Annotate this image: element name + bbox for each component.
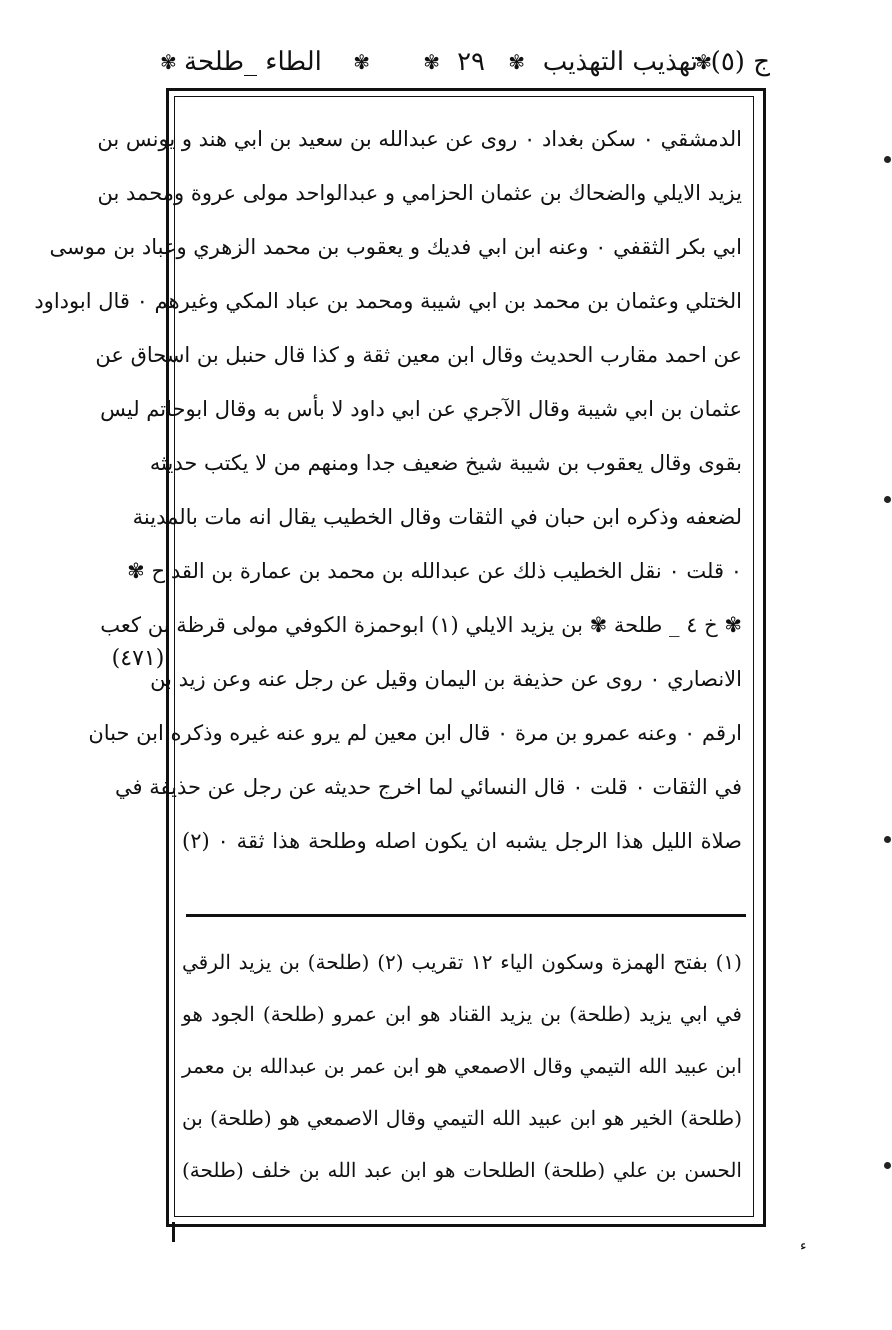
binding-hole-mark [884,156,891,163]
text-line: صلاة الليل هذا الرجل يشبه ان يكون اصله وطلحة هذا ثقة ٠ (٢) [182,829,743,853]
running-header [160,40,770,84]
book-title: تهذيب التهذيب [542,47,698,77]
text-line: ابي بكر الثقفي ٠ وعنه ابن ابي فديك و يعقوب بن محمد الزهري وعباد بن موسى [49,235,742,259]
text-line: بقوى وقال يعقوب بن شيبة شيخ ضعيف جدا ومنهم من لا يكتب حديثه [149,451,742,475]
volume-label: ج (٥) [710,47,770,77]
text-line: عثمان بن ابي شيبة وقال الآجري عن ابي داود لا بأس به وقال ابوحاتم ليس [100,397,742,421]
footnote-line: ابن عبيد الله التيمي وقال الاصمعي هو ابن عمر بن عبدالله بن معمر [182,1054,742,1078]
footnotes [182,936,742,1196]
footnote-line: الحسن بن علي (طلحة) الطلحات هو ابن عبد الله بن خلف (طلحة) [182,1158,742,1182]
text-line: عن احمد مقارب الحديث وقال ابن معين ثقة و كذا قال حنبل بن اسحاق عن [95,343,742,367]
section-title: الطاء _طلحة [184,47,322,77]
frame-stub [172,1222,175,1242]
text-line: لضعفه وذكره ابن حبان في الثقات وقال الخطيب يقال انه مات بالمدينة [132,505,742,529]
ornament-icon: ✾ [423,50,440,74]
binding-hole-mark [884,1162,891,1169]
binding-hole-mark [884,496,891,503]
binding-hole-mark [884,836,891,843]
page-number: ٢٩ [457,47,485,77]
text-line: الدمشقي ٠ سكن بغداد ٠ روى عن عبدالله بن سعيد بن ابي هند و يونس بن [97,127,742,151]
ornament-icon: ✾ [508,50,525,74]
entry-heading-line: ✾ خ ٤ _ طلحة ✾ بن يزيد الايلي (١) ابوحمزة الكوفي مولى قرظة بن كعب [100,613,742,637]
footnote-divider [186,914,746,917]
text-line: الختلي وعثمان بن محمد بن ابي شيبة ومحمد بن عباد المكي وغيرهم ٠ قال ابوداود [34,289,742,313]
footnote-line: (طلحة) الخير هو ابن عبيد الله التيمي وقال الاصمعي هو (طلحة) بن [182,1106,742,1130]
ornament-icon: ✾ [353,50,370,74]
text-line: الانصاري ٠ روى عن حذيفة بن اليمان وقيل عن رجل عنه وعن زيد بن [150,667,742,691]
text-line: ٠ قلت ٠ نقل الخطيب ذلك عن عبدالله بن محمد بن عمارة بن القداح ✾ [127,559,742,583]
footnote-line: في ابي يزيد (طلحة) بن يزيد القناد هو ابن عمرو (طلحة) الجود هو [182,1002,742,1026]
text-line: في الثقات ٠ قلت ٠ قال النسائي لما اخرج حديثه عن رجل عن حذيفة في [115,775,742,799]
text-line: يزيد الايلي والضحاك بن عثمان الحزامي و عبدالواحد مولى عروة ومحمد بن [97,181,742,205]
signature-mark: ء [800,1238,807,1254]
text-line: ارقم ٠ وعنه عمرو بن مرة ٠ قال ابن معين لم يرو عنه غيره وذكره ابن حبان [88,721,742,745]
ornament-icon: ✾ [160,50,177,74]
margin-entry-number: (٤٧١) [111,646,165,671]
ornament-icon: ✾ [695,50,712,74]
footnote-line: (١) بفتح الهمزة وسكون الياء ١٢ تقريب (٢) (طلحة) بن يزيد الرقي [182,950,742,974]
